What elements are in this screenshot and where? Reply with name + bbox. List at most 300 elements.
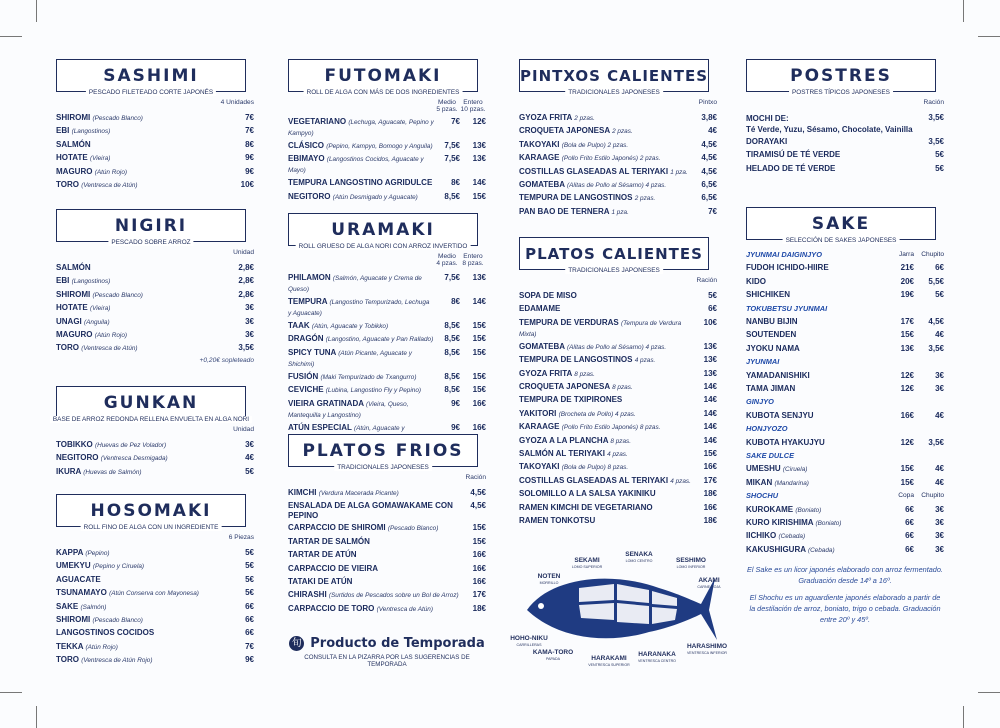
menu-item [288,346,486,370]
item-price: 14€ [703,408,717,418]
item-name [519,353,691,366]
shochu-item [746,503,944,516]
item-name [288,346,434,370]
menu-item [519,380,717,393]
item-price-whole: 15€ [472,385,486,395]
menu-item [288,548,486,561]
item-description: 4 pzas. [670,477,691,485]
item-name [56,573,228,585]
item-price-copa: 6€ [905,544,914,554]
sake-item [746,369,944,382]
item-title: UMEKYU [56,561,91,571]
menu-item [56,165,254,178]
item-title: MIKAN [746,477,773,487]
section-subtitle: ROLL DE ALGA CON MÁS DE DOS INGREDIENTES [304,89,463,96]
item-name [746,328,888,340]
item-price: 18€ [472,603,486,613]
item-name [519,407,691,420]
tuna-cut-description: LOMO SUPERIOR [571,565,603,569]
item-price-chupito: 4€ [935,464,944,474]
item-title: YAKITORI [519,408,557,418]
item-name [746,261,888,273]
item-title: NEGITORO [288,191,331,201]
tuna-cut-label: SEKAMI [574,557,600,564]
item-description: (Salmón, Aguacate y Crema de Queso) [288,275,422,293]
item-description: (Langostinos) [71,278,111,286]
item-title: YAMADANISHIKI [746,370,810,380]
item-name [288,271,434,295]
item-title: EBI [56,126,70,136]
section-subtitle: POSTRES TÍPICOS JAPONESES [789,89,893,96]
item-title: HOTATE [56,153,88,163]
item-title: SHIROMI [56,615,91,625]
tuna-cut-label: KAMA-TORO [532,649,574,656]
item-title: RAMEN TONKOTSU [519,516,596,526]
item-title: SALMÓN [56,139,91,149]
menu-item [519,434,717,447]
item-price-jarra: 17€ [900,317,914,327]
item-price: 6€ [245,628,254,638]
item-name [56,301,228,314]
item-price-jarra: 20€ [900,276,914,286]
item-name [56,613,228,626]
item-title: CARPACCIO DE VIEIRA [288,563,379,573]
postres-header [746,59,936,96]
shochu-info: El Shochu es un aguardiente japonés elaborado a partir de la destilación de arroz, boniato, trigo o cebada. Graduación entre 20º y 45º. [749,593,941,625]
menu-item [56,586,254,599]
sake-item [746,382,944,395]
item-name [56,151,228,164]
item-name [519,124,691,137]
menu-item [519,111,717,124]
menu-item [519,302,717,315]
item-title: DRAGÓN [288,334,324,344]
menu-item [519,151,717,164]
futomaki-header [288,59,478,96]
item-title: UMESHU [746,464,781,474]
item-price-whole: 15€ [472,347,486,357]
item-price: 8€ [245,139,254,149]
tuna-cut-description: PAPADA [545,657,561,661]
item-name [288,602,460,615]
item-name [288,176,434,188]
item-price: 4,5€ [470,501,486,511]
item-title: EBI [56,276,70,286]
item-title: COSTILLAS GLASEADAS AL TERIYAKI [519,475,669,485]
menu-item [56,573,254,586]
item-title: KARAAGE [519,153,560,163]
item-price: 10€ [703,317,717,327]
menu-item [519,474,717,487]
menu-item [288,332,486,345]
item-name [288,332,434,345]
section-subtitle: TRADICIONALES JAPONESES [334,464,432,471]
item-price-half: 8€ [451,297,460,306]
item-price: 16€ [472,577,486,587]
item-description: (Bola de Pulpo) 8 pzas. [561,464,629,472]
section-title: SASHIMI [103,65,199,86]
item-price-chupito: 4€ [935,410,944,420]
menu-item [288,588,486,601]
menu-item [56,178,254,191]
item-price: 13€ [703,368,717,378]
item-name [288,319,434,332]
gunkan-list [56,438,254,478]
item-title: TAKOYAKI [519,139,560,149]
item-title: MAGURO [56,330,93,340]
item-description: (Pepino y Ciruela) [92,563,145,571]
item-title: TAAK [288,321,310,330]
item-price-half: 8,5€ [444,191,460,201]
uramaki-section [288,213,486,445]
item-price: 18€ [703,489,717,499]
item-price-half: 8,5€ [444,385,460,395]
section-title: POSTRES [790,65,892,86]
menu-item [56,465,254,478]
menu-item [288,486,486,499]
sake-item [746,436,944,449]
item-name [56,165,228,178]
hosomaki-section [56,494,254,667]
item-description: (Anguila) [84,318,110,326]
item-name [288,383,434,396]
item-price-chupito: 5€ [935,290,944,300]
item-name [56,138,228,150]
sake-info: El Sake es un licor japonés elaborado con arroz fermentado. Graduación desde 14º a 16º. [747,565,943,586]
half-label: Medio 4 pzas. [436,253,458,267]
mochi-row [746,111,944,135]
item-price: 17€ [703,475,717,485]
temporada-logo: 旬 [289,636,304,651]
menu-item [519,501,717,514]
item-description: (Atún Rojo) [94,168,128,176]
item-price-chupito: 3€ [935,518,944,528]
item-price: 9€ [245,166,254,176]
item-price-half: 7,5€ [444,273,460,282]
item-title: TARTAR DE SALMÓN [288,536,370,546]
menu-item [288,152,486,176]
menu-item [56,626,254,639]
item-price-whole: 16€ [472,422,486,432]
item-title: EBIMAYO [288,154,325,164]
item-description: (Atún Rojo) [94,332,128,340]
section-subtitle: TRADICIONALES JAPONESES [565,89,663,96]
postres-section [746,59,944,175]
menu-item [519,289,717,302]
platos-frios-list [288,486,486,615]
item-title: CROQUETA JAPONESA [519,382,610,392]
pintxos-header [519,59,709,96]
item-name [519,447,691,460]
item-price: 15€ [703,449,717,459]
shochu-item [746,516,944,529]
section-title: HOSOMAKI [90,500,212,521]
item-name [519,205,691,218]
item-name [519,501,691,513]
item-title: TIRAMISÚ DE TÉ VERDE [746,150,841,160]
item-description: (Cebada) [778,533,806,541]
tuna-cut-description: CARRILLERAS [516,643,542,647]
item-price-jarra: 15€ [900,477,914,487]
hosomaki-list [56,546,254,667]
item-name [56,559,228,572]
item-name [56,124,228,137]
jarra-label: Jarra [898,251,914,258]
tuna-cut-description: VENTRESCA INFERIOR [687,651,727,655]
item-price: 4,5€ [701,153,717,163]
item-price-chupito: 3€ [935,370,944,380]
item-price: 4€ [708,126,717,136]
item-description: (Ventresca de Atún) [81,345,138,353]
unit-label: Unidad [233,426,254,433]
item-price-jarra: 19€ [900,290,914,300]
item-price: 14€ [703,382,717,392]
section-subtitle: PESCADO SOBRE ARROZ [108,239,193,246]
item-description: (Atún Conserva con Mayonesa) [109,590,199,598]
item-name [56,626,228,638]
item-title: ATÚN ESPECIAL [288,422,352,432]
item-name [56,586,228,599]
menu-item [56,315,254,328]
shochu-label: SHOCHU [746,491,779,501]
item-description: (Vieira) [89,305,111,313]
item-title: TSUNAMAYO [56,588,107,598]
menu-item [56,341,254,354]
item-price: 16€ [703,462,717,472]
item-description: (Pescado Blanco) [387,525,439,533]
section-title: PLATOS FRIOS [302,440,464,461]
menu-item [519,514,717,527]
gunkan-section [52,386,254,478]
item-price: 4,5€ [470,488,486,497]
item-name [288,499,460,521]
unit-label: Ración [465,474,486,481]
menu-item [288,139,486,152]
item-title: SOLOMILLO A LA SALSA YAKINIKU [519,489,656,499]
menu-item [56,328,254,341]
sake-group-label: GINJYO [746,397,774,407]
item-price: 2,8€ [238,289,254,299]
item-title: JYOKU NAMA [746,343,800,353]
item-name [56,274,228,287]
item-price: 18€ [703,516,717,526]
item-name [56,261,228,273]
item-title: COSTILLAS GLASEADAS AL TERIYAKI [519,166,669,176]
section-title: PLATOS CALIENTES [525,244,703,263]
sake-group-header [746,449,944,462]
item-name [56,546,228,559]
item-title: KUROKAME [746,504,794,514]
item-title: UNAGI [56,316,82,326]
tuna-cut-description: LOMO CENTRO [625,559,653,563]
item-name [288,190,434,203]
menu-item [56,613,254,626]
item-price-copa: 6€ [905,518,914,528]
item-price: 3€ [245,440,254,449]
item-description: (Boniato) [795,506,822,514]
shochu-item [746,529,944,542]
mochi-flavors: Té Verde, Yuzu, Sésamo, Chocolate, Vainilla [746,125,913,134]
item-description: 2 pzas. [574,115,595,122]
menu-item [288,176,486,189]
item-title: CROQUETA JAPONESA [519,126,610,136]
item-title: GOMATEBA [519,341,565,351]
tuna-cut-label: HOHO-NIKU [510,635,548,642]
futomaki-section [288,59,486,203]
item-title: TEMPURA [288,297,328,306]
item-price: 13€ [703,355,717,365]
tuna-cut-label: SENAKA [625,551,653,558]
section-title: PINTXOS CALIENTES [520,66,709,85]
item-description: (Ventresca de Atún Rojo) [81,657,153,665]
menu-item [56,451,254,464]
item-name [288,295,434,319]
menu-item [519,191,717,204]
item-price-jarra: 12€ [900,384,914,394]
item-price-chupito: 4€ [935,477,944,487]
item-price-chupito: 4,5€ [928,317,944,327]
item-price-half: 9€ [451,422,460,432]
item-title: SOPA DE MISO [519,291,577,300]
futomaki-list [288,115,486,203]
item-description: (Huevas de Pez Volador) [94,442,167,449]
item-name [56,111,228,124]
item-name [288,370,434,383]
item-price: 4,5€ [701,139,717,149]
menu-item [288,535,486,548]
menu-item [519,340,717,353]
item-title: KIDO [746,276,766,286]
item-description: (Boniato) [815,520,842,528]
item-title: TORO [56,655,79,665]
item-title: SALMÓN [56,263,91,272]
item-name [746,409,888,421]
item-name [519,340,691,353]
tuna-eye [538,603,544,609]
sake-group-header [746,248,944,261]
menu-item [519,487,717,500]
item-title: SALMÓN AL TERIYAKI [519,449,605,459]
item-name [288,139,434,152]
item-price: 2,8€ [238,263,254,272]
item-title: TEMPURA LANGOSTINO AGRIDULCE [288,178,433,188]
menu-item [56,288,254,301]
item-name [746,516,888,529]
tuna-cut-description: MORRILLO [539,581,559,585]
item-price-whole: 13€ [472,154,486,164]
item-description: (Surtidos de Pescados sobre un Bol de Arroz) [328,592,459,600]
item-title: NEGITORO [56,453,99,463]
sake-list [746,248,944,556]
item-title: GOMATEBA [519,180,565,190]
item-name [56,465,228,478]
section-subtitle: ROLL GRUESO DE ALGA NORI CON ARROZ INVERTIDO [296,243,471,250]
item-price-half: 8,5€ [444,334,460,344]
item-name [746,382,888,394]
item-name [746,369,888,381]
sake-item [746,275,944,288]
item-description: 2 pzas. [612,128,633,136]
sake-group-label: SAKE DULCE [746,451,795,461]
menu-item [56,600,254,613]
item-description: 8 pzas. [574,370,595,378]
menu-item [56,438,254,451]
item-title: SHICHIKEN [746,290,791,300]
item-name [56,640,228,653]
item-name [519,393,691,405]
item-price-whole: 12€ [472,117,486,126]
item-title: CARPACCIO DE TORO [288,603,375,613]
item-description: 1 pza. [670,168,688,176]
item-title: VEGETARIANO [288,117,347,126]
nigiri-note: +0,20€ sopleteado [199,356,254,364]
item-name [288,588,460,601]
menu-item [519,138,717,151]
item-name [519,111,691,124]
item-price-whole: 13€ [472,141,486,150]
item-price-half: 8,5€ [444,347,460,357]
unit-label: 6 Piezas [228,534,254,541]
item-title: SPICY TUNA [288,347,337,357]
item-description: (Langostino, Aguacate y Pan Rallado) [325,336,434,344]
item-title: MAGURO [56,166,93,176]
item-price-jarra: 13€ [900,343,914,353]
item-title: TEKKA [56,641,84,651]
menu-item [519,407,717,420]
item-price-whole: 15€ [472,371,486,381]
item-name [519,434,691,447]
menu-item [519,367,717,380]
menu-item [56,559,254,572]
item-description: (Tempura de Verdura Mixta) [519,319,682,338]
item-price-half: 9€ [451,398,460,408]
menu-item [519,124,717,137]
item-description: (Alitas de Pollo al Sésamo) 4 pzas. [567,343,667,351]
menu-item [56,546,254,559]
item-name [519,151,691,164]
item-name [519,367,691,380]
sake-group-header [746,302,944,315]
item-title: TEMPURA DE TXIPIRONES [519,395,623,405]
platos-frios-section [288,434,486,615]
item-description: (Langostinos) [71,128,111,136]
item-title: TORO [56,343,79,353]
item-price: 13€ [703,341,717,351]
item-name [746,342,888,354]
item-price: 3,5€ [928,137,944,146]
platos-frios-header [288,434,478,471]
item-title: KUBOTA HYAKUJYU [746,437,825,447]
item-price-half: 7€ [451,117,460,126]
shochu-item [746,543,944,556]
menu-item [746,135,944,148]
item-price: 5€ [245,574,254,584]
item-price-jarra: 15€ [900,330,914,340]
item-title: HOTATE [56,303,88,313]
item-price: 6€ [708,304,717,314]
item-description: (Cebada) [807,546,835,554]
menu-item [519,205,717,218]
item-name [746,476,888,489]
item-price: 2,8€ [238,276,254,286]
item-description: (Pepino, Kampyo, Bomogo y Anguila) [326,143,433,150]
item-title: IICHIKO [746,531,777,541]
item-title: ENSALADA DE ALGA GOMAWAKAME CON PEPINO [288,501,453,521]
shochu-header [746,489,944,502]
item-price-half: 8,5€ [444,321,460,330]
temporada-block [288,636,486,668]
item-name [288,562,460,574]
